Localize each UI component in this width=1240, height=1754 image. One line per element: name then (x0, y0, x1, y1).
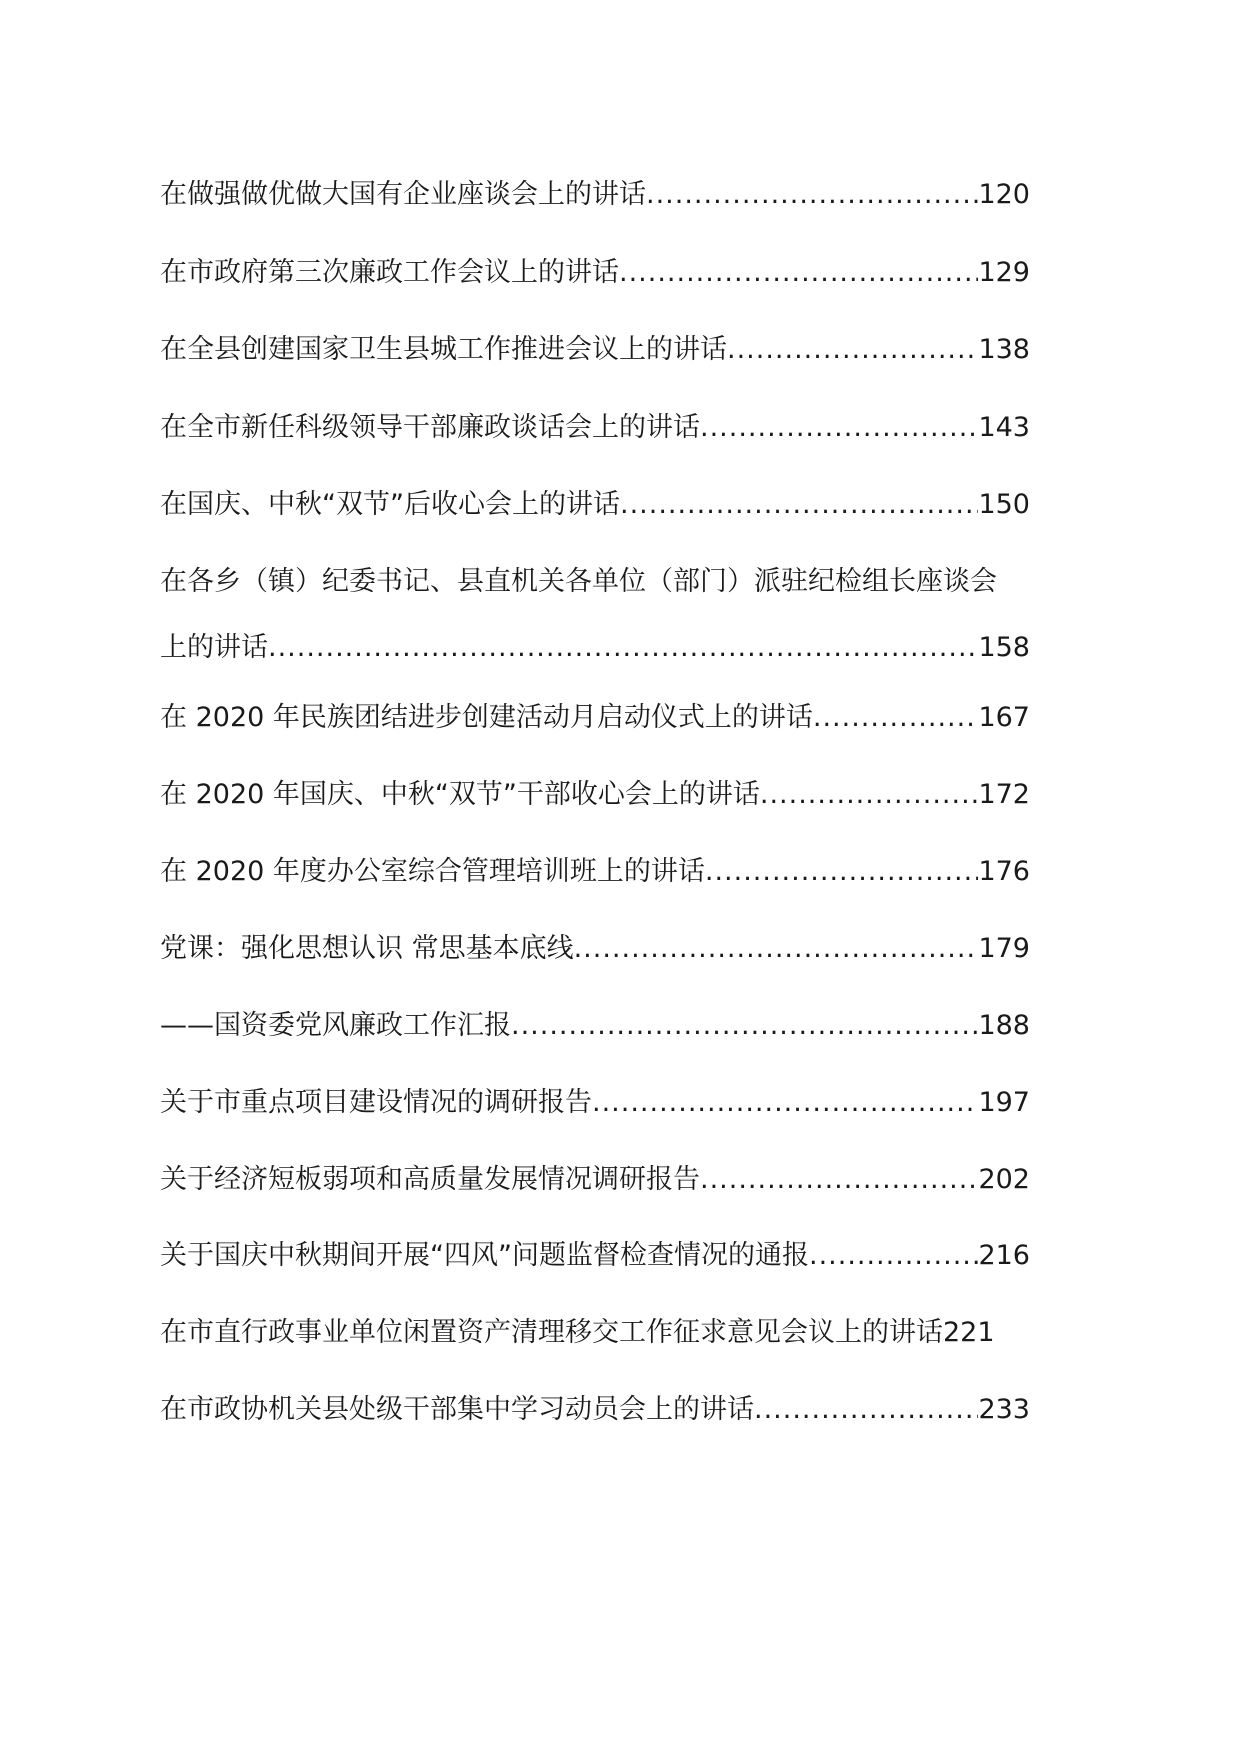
toc-leader-dots (705, 853, 979, 891)
toc-page-number: 179 (978, 933, 1030, 964)
toc-entry-title: 在全市新任科级领导干部廉政谈话会上的讲话 (160, 412, 700, 443)
toc-entry-title: 关于市重点项目建设情况的调研报告 (160, 1087, 592, 1118)
toc-leader-dots (619, 254, 978, 292)
toc-entry[interactable] (160, 1007, 1030, 1045)
toc-page-number: 216 (978, 1240, 1030, 1271)
toc-entry-title: 在做强做优做大国有企业座谈会上的讲话 (160, 179, 646, 210)
toc-entry[interactable] (160, 699, 1030, 737)
toc-entry[interactable] (160, 1314, 1030, 1352)
toc-entry[interactable] (160, 930, 1030, 968)
toc-page-number: 221 (943, 1317, 995, 1348)
toc-leader-dots (809, 1237, 978, 1275)
toc-leader-dots (574, 930, 979, 968)
toc-entry-title: 在 2020 年度办公室综合管理培训班上的讲话 (160, 856, 705, 887)
toc-entry-title: 党课：强化思想认识 常思基本底线 (160, 933, 574, 964)
toc-leader-dots (700, 409, 978, 447)
toc-entry-title: ——国资委党风廉政工作汇报 (160, 1010, 511, 1041)
toc-page-number: 158 (978, 632, 1030, 663)
toc-entry-title: 在市政协机关县处级干部集中学习动员会上的讲话 (160, 1394, 754, 1425)
toc-leader-dots (754, 1391, 978, 1429)
toc-leader-dots (646, 176, 978, 214)
toc-leader-dots (727, 331, 978, 369)
toc-page-number: 233 (978, 1394, 1030, 1425)
toc-entry-title: 在市直行政事业单位闲置资产清理移交工作征求意见会议上的讲话 (160, 1317, 943, 1348)
toc-page-number: 150 (978, 489, 1030, 520)
toc-page-number: 120 (978, 179, 1030, 210)
toc-page-number: 202 (978, 1164, 1030, 1195)
toc-page-number: 129 (978, 257, 1030, 288)
toc-leader-dots (511, 1007, 978, 1045)
toc-page-number: 143 (978, 412, 1030, 443)
toc-page-number: 172 (978, 779, 1030, 810)
toc-leader-dots (592, 1084, 978, 1122)
toc-entry-title: 关于经济短板弱项和高质量发展情况调研报告 (160, 1164, 700, 1195)
toc-entry[interactable] (160, 1161, 1030, 1199)
toc-page-number: 167 (978, 702, 1030, 733)
toc-entry[interactable] (160, 853, 1030, 891)
toc-entry-title: 在各乡（镇）纪委书记、县直机关各单位（部门）派驻纪检组长座谈会 (160, 566, 997, 597)
toc-entry[interactable] (160, 1237, 1030, 1275)
toc-entry-title: 在国庆、中秋“双节”后收心会上的讲话 (160, 489, 620, 520)
toc-entry[interactable] (160, 563, 1100, 667)
toc-entry-title: 在 2020 年国庆、中秋“双节”干部收心会上的讲话 (160, 779, 760, 810)
toc-page-number: 188 (978, 1010, 1030, 1041)
toc-leader-dots (268, 629, 978, 667)
toc-entry[interactable] (160, 254, 1030, 292)
toc-leader-dots (813, 699, 979, 737)
toc-entry-title: 在市政府第三次廉政工作会议上的讲话 (160, 257, 619, 288)
toc-entry-title-continued: 上的讲话 (160, 632, 268, 663)
toc-entry[interactable] (160, 331, 1030, 369)
toc-leader-dots (620, 486, 978, 524)
toc-page-number: 197 (978, 1087, 1030, 1118)
toc-entry-title: 关于国庆中秋期间开展“四风”问题监督检查情况的通报 (160, 1240, 809, 1271)
toc-entry[interactable] (160, 176, 1030, 214)
toc-entry-title: 在 2020 年民族团结进步创建活动月启动仪式上的讲话 (160, 702, 813, 733)
toc-page-number: 138 (978, 334, 1030, 365)
toc-leader-dots (700, 1161, 978, 1199)
toc-entry[interactable] (160, 776, 1030, 814)
toc-entry[interactable] (160, 1391, 1030, 1429)
toc-entry[interactable] (160, 1084, 1030, 1122)
toc-leader-dots (760, 776, 979, 814)
toc-entry-title: 在全县创建国家卫生县城工作推进会议上的讲话 (160, 334, 727, 365)
toc-entry[interactable] (160, 409, 1030, 447)
toc-page-number: 176 (978, 856, 1030, 887)
toc-entry[interactable] (160, 486, 1030, 524)
